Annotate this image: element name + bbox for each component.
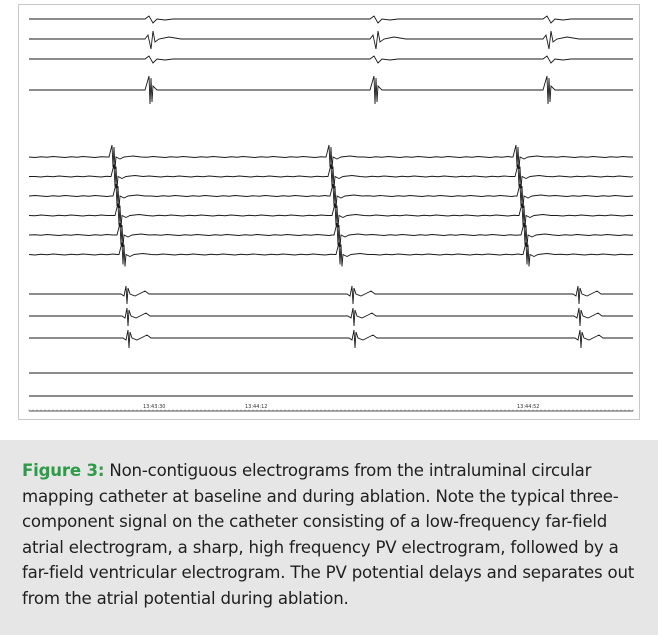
trace-line-6 xyxy=(29,165,633,189)
electrogram-figure xyxy=(18,4,640,420)
electrogram-traces xyxy=(19,5,641,421)
caption-paragraph xyxy=(22,458,636,611)
trace-line-9 xyxy=(29,223,633,247)
trace-line-4 xyxy=(29,76,633,104)
trace-line-2 xyxy=(29,31,633,49)
trace-line-11 xyxy=(29,286,633,304)
trace-line-12 xyxy=(29,308,633,326)
figure-caption xyxy=(0,440,658,635)
timestamp-label-2: 13:44:12 xyxy=(245,404,268,410)
trace-line-3 xyxy=(29,56,633,63)
caption-body: Non-contiguous electrograms from the intraluminal circular mapping catheter at baseline and during ablation. Note the typical three-component signal on the catheter consisting of a low-frequency far-field atrial electrogram, a sharp, high frequency PV electrogram, followed by a far-field ventricular electrogram. The PV potential delays and separates out from the atrial potential during ablation. xyxy=(22,461,635,608)
trace-line-10 xyxy=(29,243,633,267)
timestamp-label-3: 13:44:52 xyxy=(517,404,540,410)
timestamp-label-1: 13:43:30 xyxy=(143,404,166,410)
trace-line-13 xyxy=(29,330,633,348)
trace-line-1 xyxy=(29,16,633,23)
trace-line-7 xyxy=(29,184,633,208)
caption-label: Figure 3: xyxy=(22,461,105,480)
